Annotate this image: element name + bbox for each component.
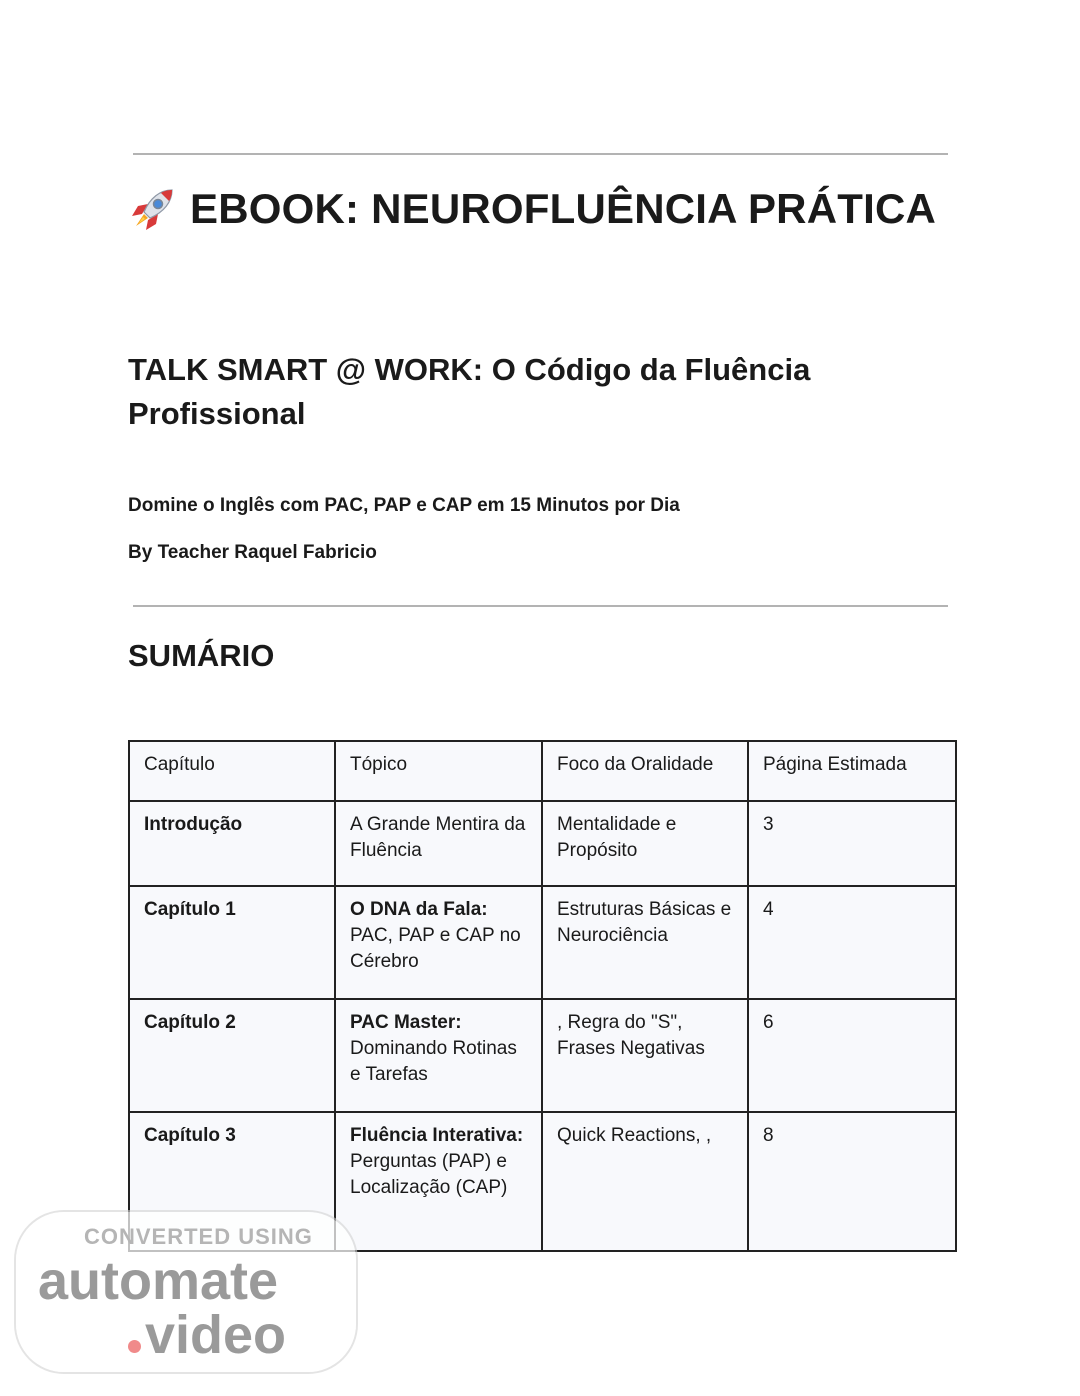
chapter-cell [129, 999, 335, 1112]
section-heading: SUMÁRIO [128, 638, 275, 673]
watermark-caption: CONVERTED USING [84, 1224, 313, 1249]
page-cell: 6 [748, 999, 956, 1112]
header-topic: Tópico [335, 741, 542, 801]
rocket-icon [128, 184, 178, 234]
chapter-label: Capítulo 3 [144, 1125, 236, 1146]
ebook-author: By Teacher Raquel Fabricio [128, 542, 377, 563]
watermark-dot-icon [128, 1340, 141, 1353]
focus-cell: Mentalidade e Propósito [542, 801, 748, 886]
top-divider [133, 153, 948, 155]
watermark-brand: automate [38, 1251, 279, 1311]
topic-text: Dominando Rotinas e Tarefas [350, 1038, 517, 1085]
topic-text: PAC, PAP e CAP no Cérebro [350, 925, 521, 972]
focus-cell: Estruturas Básicas e Neurociência [542, 886, 748, 999]
topic-bold: Fluência Interativa: [350, 1125, 524, 1146]
topic-bold: O DNA da Fala: [350, 899, 488, 920]
watermark [16, 1212, 356, 1372]
chapter-label: Introdução [144, 814, 243, 835]
table-row [129, 999, 956, 1112]
topic-text: Perguntas (PAP) e Localização (CAP) [350, 1151, 508, 1198]
page-cell: 8 [748, 1112, 956, 1251]
table-header-row [129, 741, 956, 801]
header-chapter: Capítulo [129, 741, 335, 801]
topic-bold: PAC Master: [350, 1012, 462, 1033]
watermark-brand-suffix [128, 1304, 286, 1366]
table-of-contents [128, 740, 957, 1252]
watermark-brand-word: video [145, 1305, 287, 1365]
section-divider [133, 605, 948, 607]
topic-cell [335, 801, 542, 886]
page-cell: 3 [748, 801, 956, 886]
page-cell: 4 [748, 886, 956, 999]
focus-cell: Quick Reactions, , [542, 1112, 748, 1251]
topic-cell [335, 999, 542, 1112]
header-focus: Foco da Oralidade [542, 741, 748, 801]
chapter-cell [129, 886, 335, 999]
chapter-label: Capítulo 2 [144, 1012, 236, 1033]
topic-cell [335, 886, 542, 999]
ebook-subtitle: TALK SMART @ WORK: O Código da Fluência Profissional [128, 352, 811, 431]
table-row [129, 886, 956, 999]
topic-cell [335, 1112, 542, 1251]
ebook-title: EBOOK: NEUROFLUÊNCIA PRÁTICA [190, 185, 937, 232]
focus-cell: , Regra do "S", Frases Negativas [542, 999, 748, 1112]
table-row [129, 801, 956, 886]
title-block [128, 184, 936, 234]
chapter-cell [129, 801, 335, 886]
topic-text: A Grande Mentira da Fluência [350, 814, 526, 861]
ebook-tagline: Domine o Inglês com PAC, PAP e CAP em 15 Minutos por Dia [128, 495, 680, 516]
chapter-label: Capítulo 1 [144, 899, 236, 920]
header-page: Página Estimada [748, 741, 956, 801]
